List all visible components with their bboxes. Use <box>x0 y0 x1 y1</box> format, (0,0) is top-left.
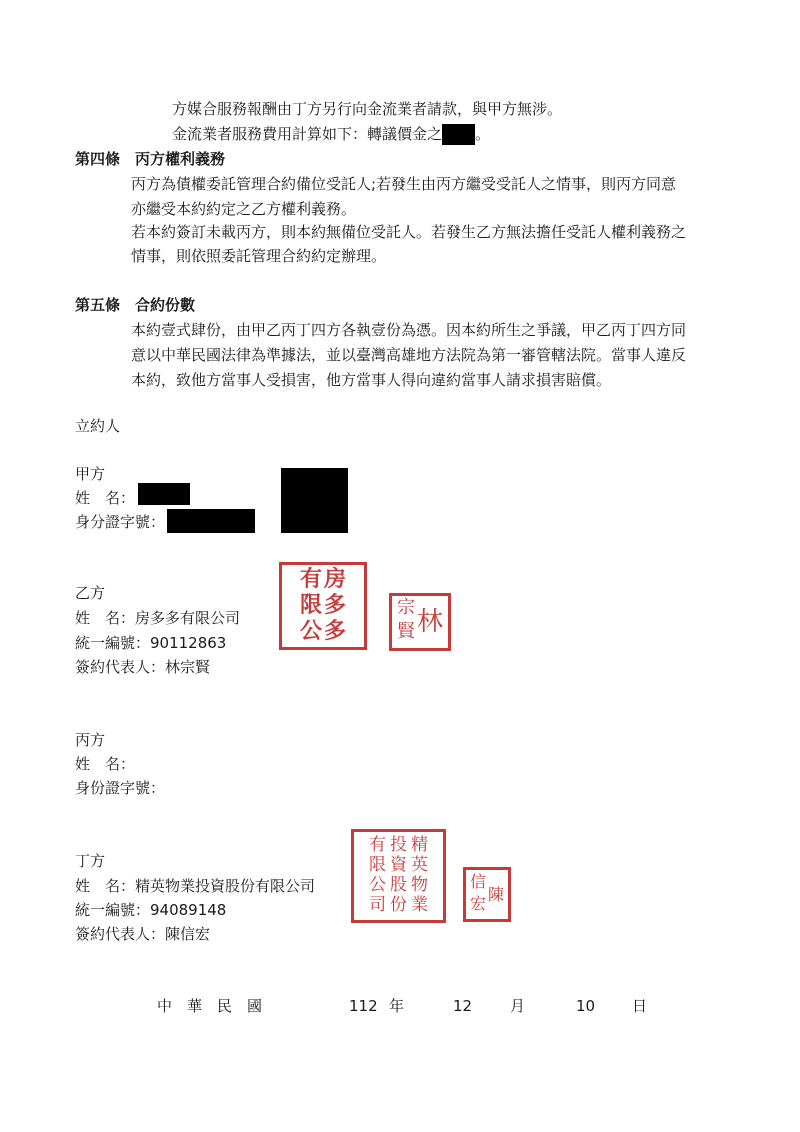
party-b-rep-seal <box>389 593 451 651</box>
party-b-name: 姓 名：房多多有限公司 <box>75 609 241 627</box>
clause4-heading: 第四條 丙方權利義務 <box>75 150 226 168</box>
seal-char: 公 <box>299 618 322 644</box>
seal-char: 限 <box>369 854 386 875</box>
clause5-heading: 第五條 合約份數 <box>75 296 196 314</box>
date-month: 12 <box>453 997 473 1015</box>
party-a-name-label: 姓 名： <box>75 489 136 507</box>
clause4-p2-line1: 若本約簽訂未載丙方，則本約無備位受託人。若發生乙方無法擔任受託人權利義務之 <box>131 223 687 241</box>
redacted-name <box>138 483 190 505</box>
party-d-tax-id: 統一編號：94089148 <box>75 901 227 919</box>
clause3-line2-prefix: 金流業者服務費用計算如下：轉議價金之 <box>172 125 443 143</box>
seal-char: 公 <box>369 874 386 895</box>
redacted-seal <box>281 468 348 533</box>
seal-char: 有 <box>369 834 386 855</box>
party-d-company-seal <box>351 829 446 923</box>
party-d-rep: 簽約代表人：陳信宏 <box>75 925 211 943</box>
party-b-company-seal <box>279 562 367 650</box>
seal-char: 多 <box>324 618 347 644</box>
seal-char: 資 <box>390 854 407 875</box>
seal-char: 多 <box>324 592 347 618</box>
seal-char: 投 <box>390 834 407 855</box>
party-a-title: 甲方 <box>75 465 106 483</box>
party-d-rep-seal <box>463 867 511 922</box>
clause3-line1: 方媒合服務報酬由丁方另行向金流業者請款，與甲方無涉。 <box>172 100 563 118</box>
clause5-line1: 本約壹式肆份，由甲乙丙丁四方各執壹份為憑。因本約所生之爭議，甲乙丙丁四方同 <box>131 321 687 339</box>
date-era: 中 華 民 國 <box>157 997 263 1015</box>
clause5-line2: 意以中華民國法律為準據法，並以臺灣高雄地方法院為第一審管轄法院。當事人違反 <box>131 346 687 364</box>
seal-char: 物 <box>411 874 428 895</box>
seal-char: 信 <box>469 871 486 891</box>
clause4-p2-line2: 情事，則依照委託管理合約約定辦理。 <box>131 247 387 265</box>
seal-char: 司 <box>369 894 386 915</box>
party-d-title: 丁方 <box>75 852 106 870</box>
party-c-title: 丙方 <box>75 731 106 749</box>
clause3-line2 <box>172 122 490 146</box>
redacted-id <box>167 509 255 533</box>
clause4-p1-line1: 丙方為債權委託管理合約備位受託人;若發生由丙方繼受受託人之情事，則丙方同意 <box>131 175 677 193</box>
seal-char: 宏 <box>469 893 486 913</box>
seal-char: 賢 <box>396 621 415 642</box>
seal-char: 份 <box>390 894 407 915</box>
seal-char: 林 <box>416 607 443 637</box>
party-a-id-label: 身分證字號： <box>75 513 166 531</box>
clause4-p1-line2: 亦繼受本約約定之乙方權利義務。 <box>131 200 357 218</box>
date-month-unit: 月 <box>510 997 526 1015</box>
date-day: 10 <box>576 997 596 1015</box>
party-d-name: 姓 名：精英物業投資股份有限公司 <box>75 877 316 895</box>
redaction-box <box>442 124 475 145</box>
date-year-unit: 年 <box>389 997 405 1015</box>
seal-char: 宗 <box>396 597 415 618</box>
party-b-rep: 簽約代表人：林宗賢 <box>75 658 211 676</box>
party-c-id-label: 身份證字號： <box>75 779 166 797</box>
seal-char: 陳 <box>488 884 505 904</box>
seal-char: 精 <box>411 834 428 855</box>
seal-char: 房 <box>324 566 347 592</box>
seal-char: 英 <box>411 854 428 875</box>
seal-char: 有 <box>299 566 322 592</box>
clause5-line3: 本約，致他方當事人受損害，他方當事人得向違約當事人請求損害賠償。 <box>131 371 612 389</box>
seal-char: 限 <box>299 592 322 618</box>
party-b-tax-id: 統一編號：90112863 <box>75 634 227 652</box>
date-day-unit: 日 <box>632 997 648 1015</box>
party-b-title: 乙方 <box>75 584 106 602</box>
seal-char: 業 <box>411 894 428 915</box>
party-c-name-label: 姓 名： <box>75 755 136 773</box>
signatories-label: 立約人 <box>75 417 121 435</box>
seal-char: 股 <box>390 874 407 895</box>
clause3-line2-suffix: 。 <box>475 125 491 143</box>
date-year: 112 <box>349 997 378 1015</box>
